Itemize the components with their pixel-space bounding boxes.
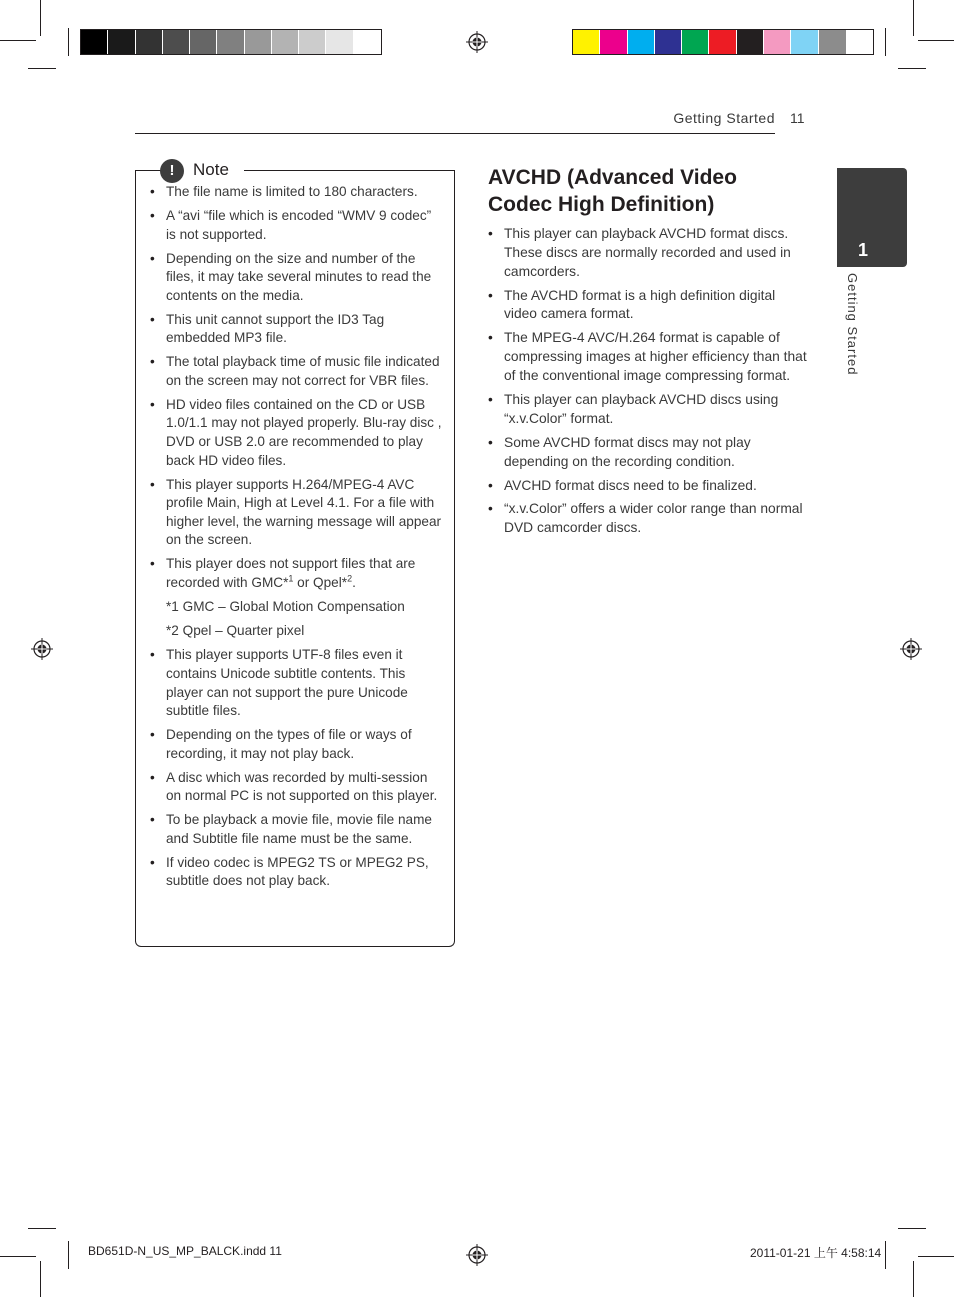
header-rule [135, 133, 775, 134]
note-box-top-rule [244, 170, 455, 171]
color-swatch [190, 30, 217, 54]
color-swatch [737, 30, 764, 54]
list-item: • This player can playback AVCHD format discs. These discs are normally recorded and used in camcorders. [488, 225, 808, 281]
list-item: • A “avi “file which is encoded “WMV 9 codec” is not supported. [148, 207, 443, 244]
color-swatch [573, 30, 600, 54]
color-swatch [272, 30, 299, 54]
color-swatch [819, 30, 846, 54]
crop-mark-icon [918, 40, 954, 41]
list-item: • This player supports UTF-8 files even it contains Unicode subtitle contents. This player can not support the pure Unicode subtitle files. [148, 646, 443, 720]
grayscale-calibration-bar [80, 29, 382, 55]
crop-mark-icon [68, 1241, 69, 1269]
color-swatch [682, 30, 709, 54]
color-swatch [791, 30, 818, 54]
color-swatch [163, 30, 190, 54]
crop-mark-icon [885, 28, 886, 56]
color-swatch [217, 30, 244, 54]
color-swatch [655, 30, 682, 54]
note-title: Note [193, 160, 229, 179]
crop-mark-icon [0, 40, 36, 41]
print-slug-filename: BD651D-N_US_MP_BALCK.indd 11 [88, 1244, 282, 1258]
chapter-tab-label: Getting Started [845, 273, 860, 376]
list-item: • If video codec is MPEG2 TS or MPEG2 PS, subtitle does not play back. [148, 854, 443, 891]
list-item [148, 555, 443, 592]
footnote-ref: 1 [288, 573, 294, 584]
footnote-ref: 2 [347, 573, 353, 584]
color-swatch [764, 30, 791, 54]
color-swatch [354, 30, 381, 54]
color-swatch [709, 30, 736, 54]
list-item: • Some AVCHD format discs may not play depending on the recording condition. [488, 434, 808, 472]
color-swatch [326, 30, 353, 54]
note-box-top-rule [135, 170, 161, 171]
registration-mark-icon [466, 1244, 488, 1266]
crop-mark-icon [40, 0, 41, 36]
color-swatch [136, 30, 163, 54]
crop-mark-icon [913, 0, 914, 36]
list-item: • Depending on the size and number of the files, it may take several minutes to read the contents on the media. [148, 250, 443, 306]
crop-mark-icon [898, 68, 926, 69]
chapter-number: 1 [857, 240, 868, 260]
chapter-tab [837, 168, 907, 267]
list-item-text: or Qpel* [293, 575, 348, 591]
crop-mark-icon [28, 1228, 56, 1229]
registration-mark-icon [466, 31, 488, 53]
list-item: • This player can playback AVCHD discs using “x.v.Color” format. [488, 391, 808, 429]
color-swatch [245, 30, 272, 54]
registration-mark-icon [31, 638, 53, 660]
footnote: *2 Qpel – Quarter pixel [166, 623, 305, 639]
color-calibration-bar [572, 29, 874, 55]
list-item: • The file name is limited to 180 characters. [148, 183, 443, 202]
crop-mark-icon [898, 1228, 926, 1229]
registration-mark-icon [900, 638, 922, 660]
color-swatch [108, 30, 135, 54]
list-item: • A disc which was recorded by multi-session on normal PC is not supported on this player. [148, 769, 443, 806]
list-item: • This player supports H.264/MPEG-4 AVC profile Main, High at Level 4.1. For a file with higher level, the warning message will appear on the screen. [148, 476, 443, 550]
list-item: • “x.v.Color” offers a wider color range than normal DVD camcorder discs. [488, 500, 808, 538]
color-swatch [628, 30, 655, 54]
color-swatch [600, 30, 627, 54]
list-item: • To be playback a movie file, movie file name and Subtitle file name must be the same. [148, 811, 443, 848]
crop-mark-icon [68, 28, 69, 56]
color-swatch [299, 30, 326, 54]
crop-mark-icon [28, 68, 56, 69]
avchd-list [488, 225, 808, 543]
footnote: *1 GMC – Global Motion Compensation [166, 599, 405, 614]
warning-exclamation-icon: ! [160, 159, 184, 183]
list-item-text: This player does not support files that are recorded with GMC* [166, 556, 416, 591]
running-head: Getting Started [673, 110, 775, 126]
note-list [148, 183, 443, 896]
page-number: 11 [790, 110, 805, 126]
list-item: • HD video files contained on the CD or USB 1.0/1.1 may not played properly. Blu-ray disc , DVD or USB 2.0 are recommended to play back HD video files. [148, 396, 443, 470]
color-swatch [81, 30, 108, 54]
crop-mark-icon [0, 1256, 36, 1257]
crop-mark-icon [913, 1261, 914, 1297]
list-item: • The MPEG-4 AVC/H.264 format is capable of compressing images at higher efficiency than that of the conventional image compressing format. [488, 329, 808, 385]
list-item: • The AVCHD format is a high definition digital video camera format. [488, 287, 808, 325]
list-item: • AVCHD format discs need to be finalized. [488, 477, 808, 496]
crop-mark-icon [918, 1256, 954, 1257]
list-item-text: . [352, 575, 356, 591]
list-item: • The total playback time of music file indicated on the screen may not correct for VBR files. [148, 353, 443, 390]
list-item: • This unit cannot support the ID3 Tag embedded MP3 file. [148, 311, 443, 348]
section-heading: AVCHD (Advanced Video Codec High Definition) [488, 166, 737, 216]
crop-mark-icon [40, 1261, 41, 1297]
list-item: • Depending on the types of file or ways of recording, it may not play back. [148, 726, 443, 763]
print-slug-datetime: 2011-01-21 上午 4:58:14 [750, 1246, 882, 1260]
crop-mark-icon [885, 1241, 886, 1269]
